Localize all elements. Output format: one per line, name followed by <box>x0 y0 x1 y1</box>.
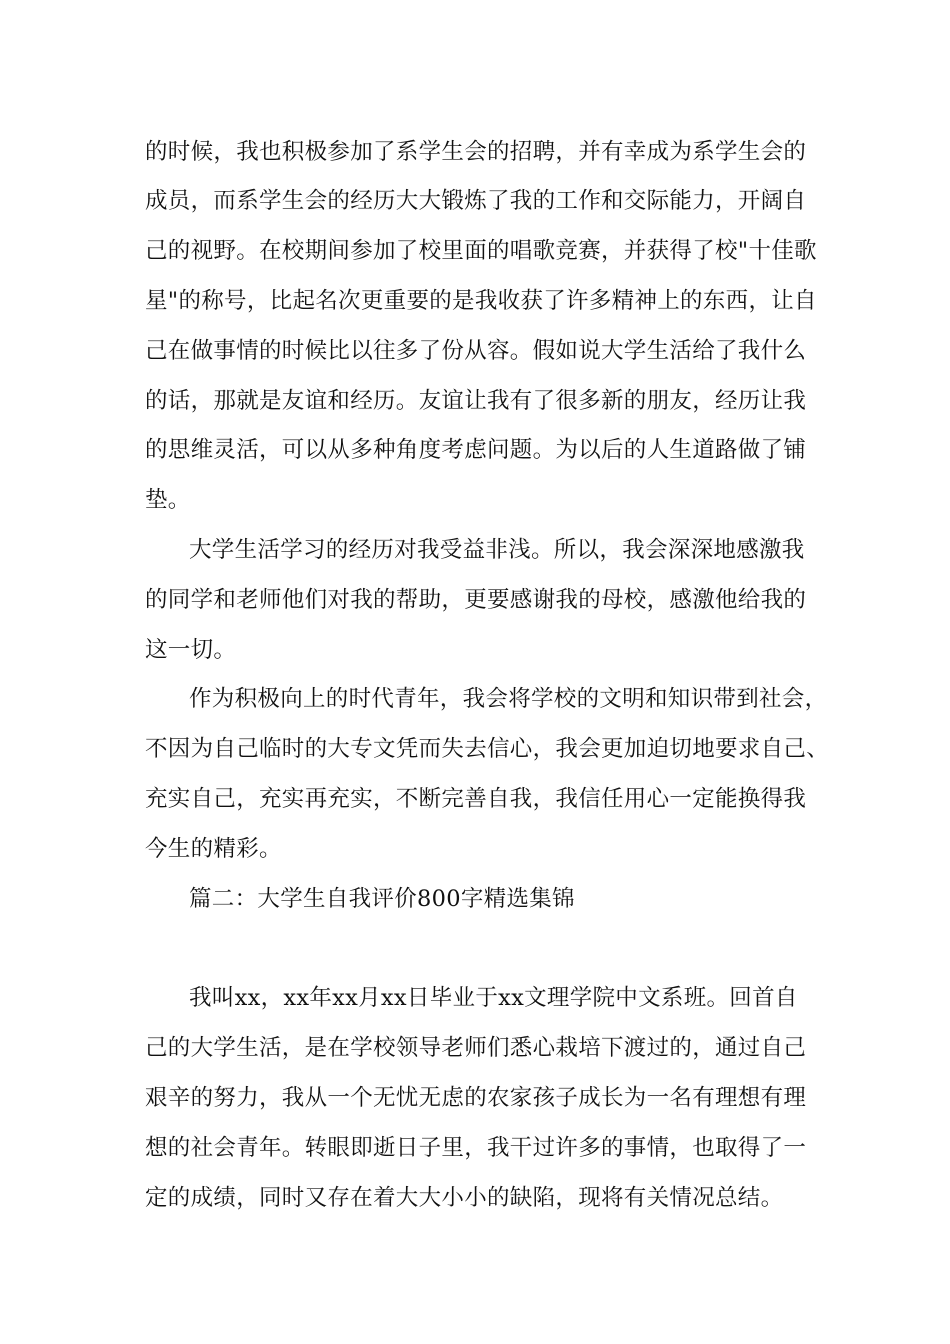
paragraph-4-line-5: 定的成绩，同时又存在着大大小小的缺陷，现将有关情况总结。 <box>145 1185 784 1211</box>
paragraph-3-line-4: 今生的精彩。 <box>145 836 282 862</box>
paragraph-1-line-2: 成员，而系学生会的经历大大锻炼了我的工作和交际能力，开阔自 <box>145 188 807 214</box>
paragraph-1-line-3: 己的视野。在校期间参加了校里面的唱歌竞赛，并获得了校"十佳歌 <box>145 238 817 264</box>
paragraph-1-line-5: 己在做事情的时候比以往多了份从容。假如说大学生活给了我什么 <box>145 338 807 364</box>
paragraph-2-line-1: 大学生活学习的经历对我受益非浅。所以，我会深深地感激我 <box>189 537 805 563</box>
paragraph-3-line-3: 充实自己，充实再充实，不断完善自我，我信任用心一定能换得我 <box>145 786 807 812</box>
paragraph-1-line-4: 星"的称号，比起名次更重要的是我收获了许多精神上的东西，让自 <box>145 288 817 314</box>
paragraph-1-line-6: 的话，那就是友谊和经历。友谊让我有了很多新的朋友，经历让我 <box>145 388 807 414</box>
paragraph-2-line-3: 这一切。 <box>145 637 237 663</box>
paragraph-1-line-7: 的思维灵活，可以从多种角度考虑问题。为以后的人生道路做了铺 <box>145 437 807 463</box>
paragraph-4-line-2: 己的大学生活，是在学校领导老师们悉心栽培下渡过的，通过自己 <box>145 1035 807 1061</box>
section-heading: 篇二：大学生自我评价800字精选集锦 <box>189 886 575 912</box>
paragraph-1-line-1: 的时候，我也积极参加了系学生会的招聘，并有幸成为系学生会的 <box>145 139 807 165</box>
paragraph-2-line-2: 的同学和老师他们对我的帮助，更要感谢我的母校，感激他给我的 <box>145 587 807 613</box>
paragraph-4-line-3: 艰辛的努力，我从一个无忧无虑的农家孩子成长为一名有理想有理 <box>145 1085 807 1111</box>
paragraph-1-line-8: 垫。 <box>145 487 191 513</box>
paragraph-4-line-4: 想的社会青年。转眼即逝日子里，我干过许多的事情，也取得了一 <box>145 1135 807 1161</box>
paragraph-3-line-1: 作为积极向上的时代青年，我会将学校的文明和知识带到社会， <box>189 686 828 712</box>
paragraph-4-line-1: 我叫xx，xx年xx月xx日毕业于xx文理学院中文系班。回首自 <box>189 985 798 1011</box>
paragraph-3-line-2: 不因为自己临时的大专文凭而失去信心，我会更加迫切地要求自己、 <box>145 736 830 762</box>
